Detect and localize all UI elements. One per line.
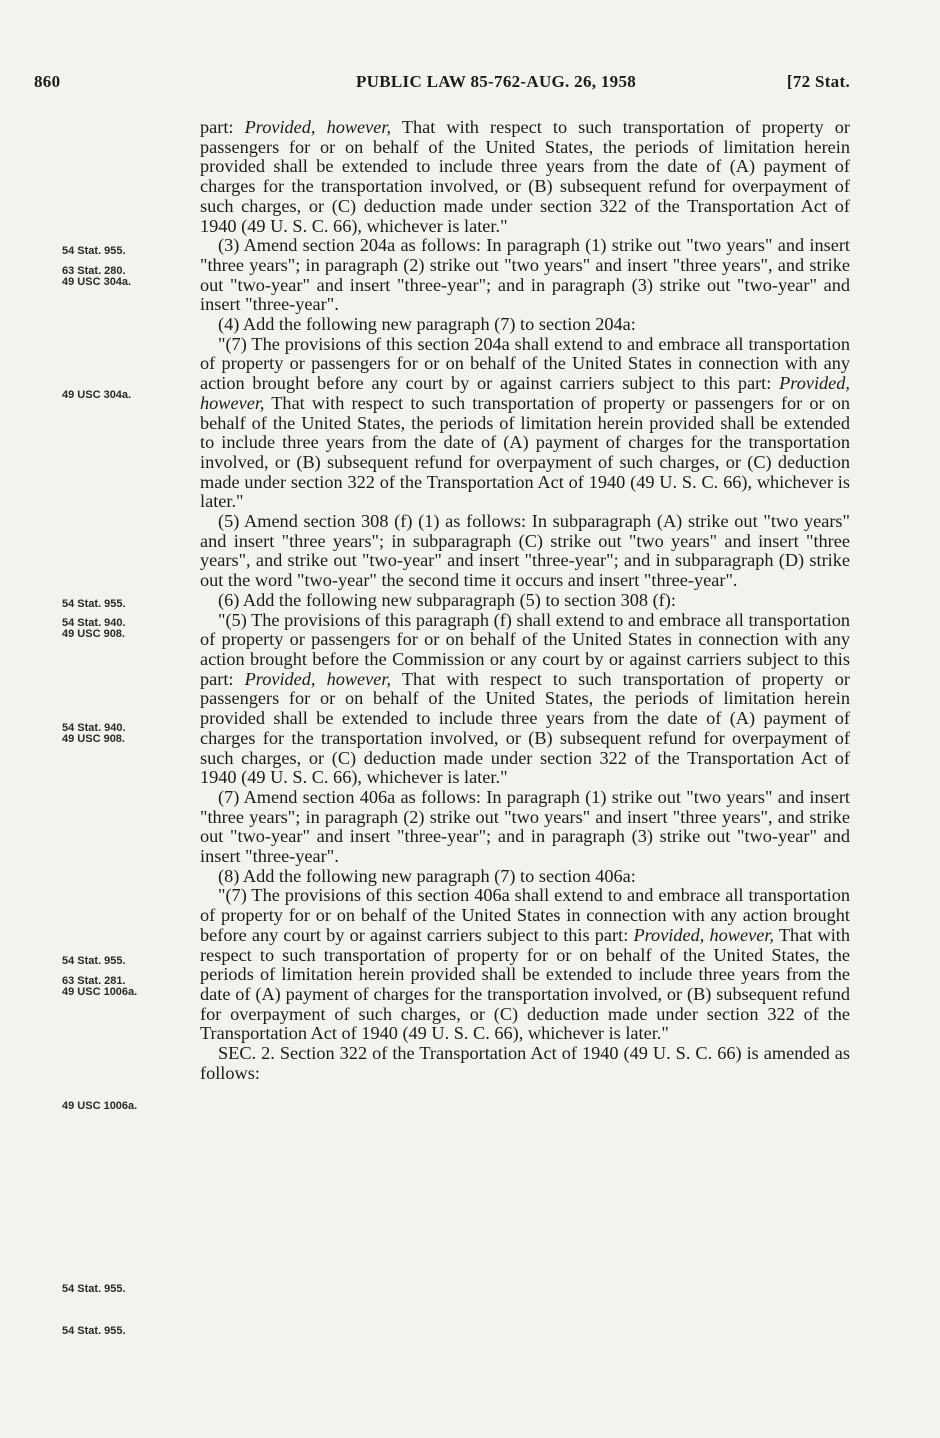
margin-note-line: 63 Stat. 281. — [62, 975, 126, 987]
page-number: 860 — [34, 72, 61, 91]
running-title: PUBLIC LAW 85-762-AUG. 26, 1958 — [356, 72, 637, 91]
paragraph-continuation: part: Provided, however, That with respect to such transportation of property or passengers for or on behalf of the United States, the periods of limitation herein provided shall be extended to include three years from the date of (A) payment of charges for the transportation involved, or (B) subsequent refund for overpayment of such charges, or (C) deduction made under section 322 of the Transportation Act of 1940 (49 U. S. C. 66), whichever is later." — [200, 117, 850, 236]
proviso-italic: Provided, however, — [633, 924, 774, 945]
paragraph-308f-5-text: "(5) The provisions of this paragraph (f) shall extend to and embrace all transportation of property or passengers for or on behalf of the United States in connection with any action brought before the Commission or any court by or against carriers subject to this part: Provided, however, That with respect to such transportation of property or passengers for or on behalf of the United States, the periods of limitation herein provided shall be extended to include three years from the date of (A) payment of charges for the transportation involved, or (B) subsequent refund for overpayment of such charges, or (C) deduction made under section 322 of the Transportation Act of 1940 (49 U. S. C. 66), whichever is later." — [200, 609, 850, 788]
paragraph-amend-308f1: (5) Amend section 308 (f) (1) as follows: In subparagraph (A) strike out "two years" and insert "three years"; in subparagraph (C) strike out "two years" and insert "three years", and strike out "two-year" and insert "three-year"; and in subparagraph (D) strike out the word "two-year" the second time it occurs and insert "three-year". — [200, 511, 850, 591]
paragraph-add-308f-5: (6) Add the following new subparagraph (5) to section 308 (f): — [218, 589, 676, 610]
margin-note-line: 49 USC 1006a. — [62, 986, 138, 998]
paragraph-amend-204a: (3) Amend section 204a as follows: In paragraph (1) strike out "two years" and insert "three years"; in paragraph (2) strike out "two years" and insert "three years", and strike out "two-year" and insert "three-year"; and in paragraph (3) strike out "two-year" and insert "three-year". — [200, 235, 850, 315]
paragraph-add-406a-7: (8) Add the following new paragraph (7) to section 406a: — [218, 865, 636, 886]
margin-note-line: 49 USC 1006a. — [62, 1100, 138, 1112]
margin-note — [62, 956, 192, 967]
margin-note — [62, 1326, 192, 1337]
margin-note-line: 54 Stat. 955. — [62, 1325, 126, 1337]
paragraph-204a-7-text: "(7) The provisions of this section 204a shall extend to and embrace all transportation of property or passengers for or on behalf of the United States in connection with any action brought before any court by or against carriers subject to this part: Provided, however, That with respect to such transportation of property or passengers for or on behalf of the United States, the periods of limitation herein provided shall be extended to include three years from the date of (A) payment of charges for the transportation involved, or (B) subsequent refund for overpayment of such charges, or (C) deduction made under section 322 of the Transportation Act of 1940 (49 U. S. C. 66), whichever is later." — [200, 333, 850, 512]
margin-note-line: 49 USC 304a. — [62, 276, 132, 288]
margin-note — [62, 599, 192, 610]
margin-note — [62, 723, 192, 745]
margin-note — [62, 246, 192, 257]
margin-note-line: 54 Stat. 940. — [62, 722, 126, 734]
margin-note-line: 49 USC 908. — [62, 733, 125, 745]
paragraph-amend-406a: (7) Amend section 406a as follows: In paragraph (1) strike out "two years" and insert "three years"; in paragraph (2) strike out "two years" and insert "three years", and strike out "two-year" and insert "three-year"; and in paragraph (3) strike out "two-year" and insert "three-year". — [200, 786, 850, 867]
margin-note-line: 49 USC 908. — [62, 628, 125, 640]
margin-note — [62, 976, 192, 998]
proviso-italic: Provided, however, — [244, 117, 392, 137]
margin-note-line: 63 Stat. 280. — [62, 265, 126, 277]
margin-note-line: 54 Stat. 940. — [62, 617, 126, 629]
margin-note-line: 54 Stat. 955. — [62, 955, 126, 967]
margin-note — [62, 266, 192, 288]
margin-note-line: 54 Stat. 955. — [62, 245, 126, 257]
statute-body — [200, 118, 850, 1083]
volume-reference: [72 Stat. — [786, 72, 850, 91]
margin-note-line: 54 Stat. 955. — [62, 598, 126, 610]
margin-note — [62, 1101, 192, 1112]
paragraph-406a-7-text: "(7) The provisions of this section 406a shall extend to and embrace all transportation of property for or on behalf of the United States in connection with any action brought before any court by or against carriers subject to this part: Provided, however, That with respect to such transportation of property for or on behalf of the United States, the periods of limitation herein provided shall be extended to include three years from the date of (A) payment of charges for the transportation involved, or (B) subsequent refund for overpayment of such charges, or (C) deduction made under section 322 of the Transportation Act of 1940 (49 U. S. C. 66), whichever is later." — [200, 885, 850, 1044]
page-header — [34, 72, 850, 96]
margin-note-line: 49 USC 304a. — [62, 389, 132, 401]
proviso-italic: Provided, however, — [200, 373, 850, 413]
paragraph-add-204a-7: (4) Add the following new paragraph (7) to section 204a: — [218, 314, 636, 335]
margin-note — [62, 390, 192, 401]
margin-note — [62, 618, 192, 640]
margin-note — [62, 1284, 192, 1295]
margin-note-line: 54 Stat. 955. — [62, 1283, 126, 1295]
proviso-italic: Provided, however, — [244, 668, 392, 689]
paragraph-section-2: SEC. 2. Section 322 of the Transportation Act of 1940 (49 U. S. C. 66) is amended as follows: — [200, 1043, 850, 1083]
